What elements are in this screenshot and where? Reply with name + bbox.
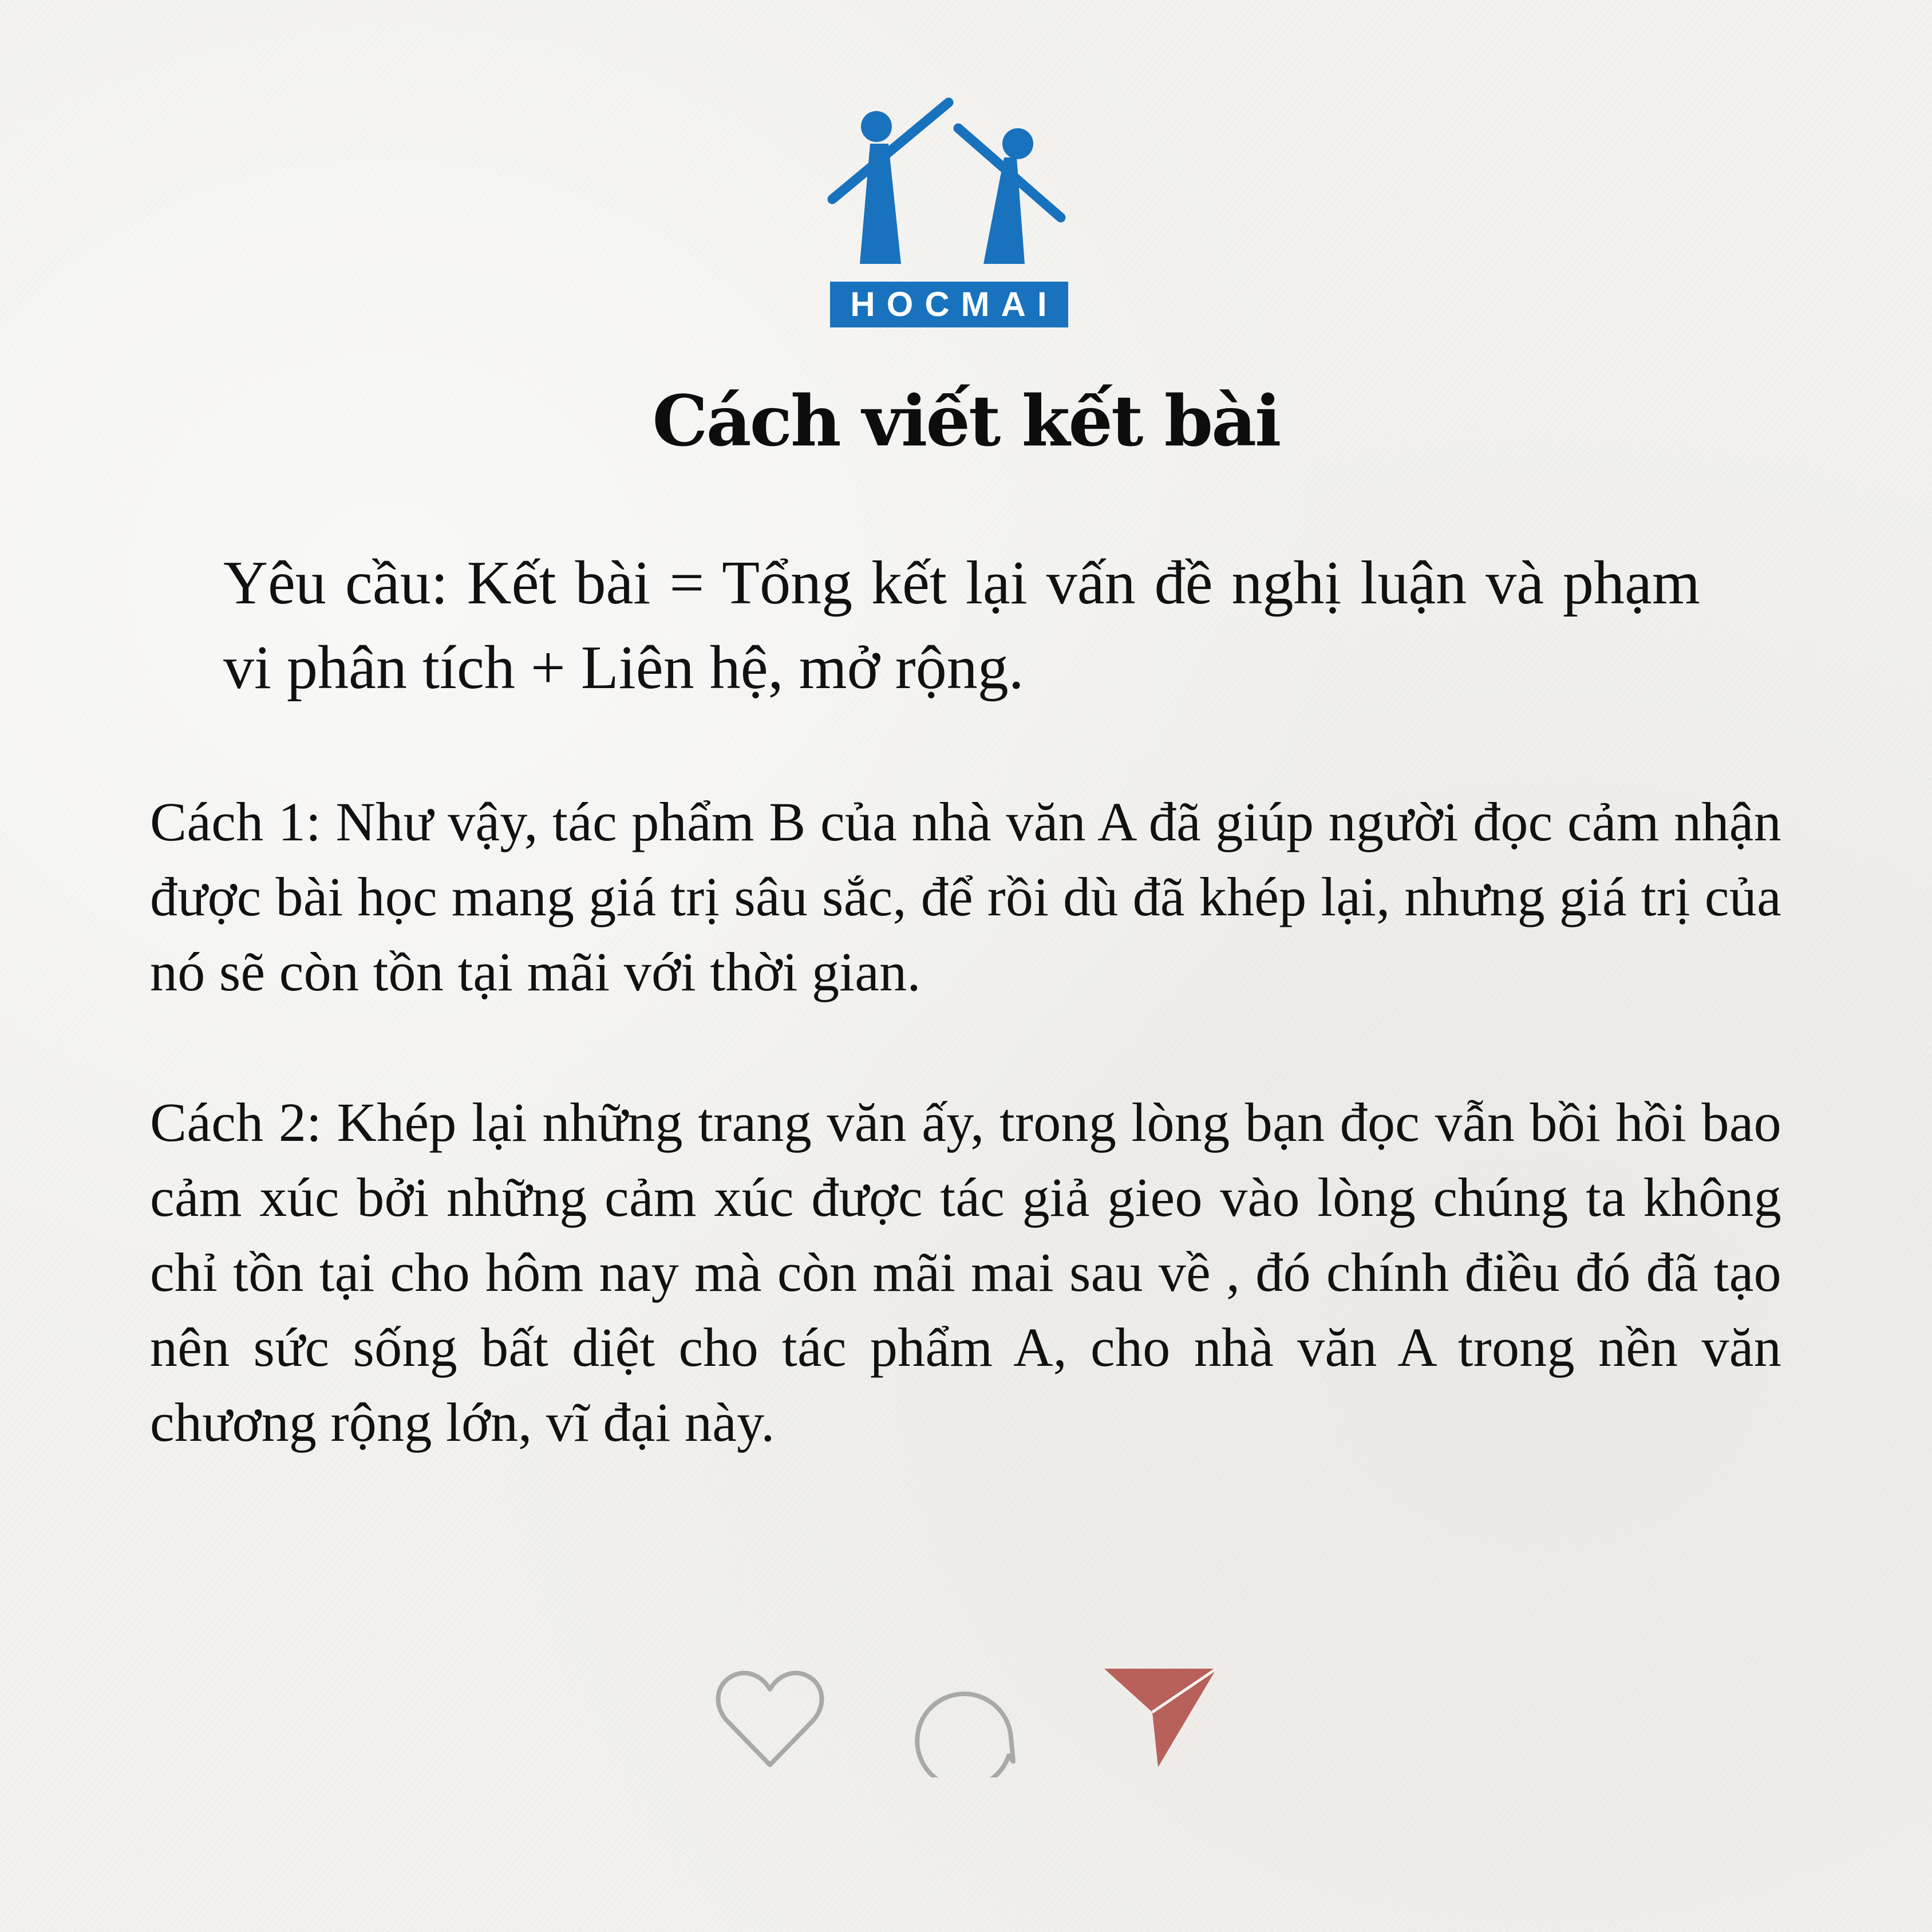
hocmai-logo: [824, 94, 1070, 332]
like-button[interactable]: [713, 1663, 827, 1777]
logo-wordmark: HOCMAI: [830, 282, 1068, 327]
share-button[interactable]: [1102, 1663, 1216, 1777]
logo-figures-icon: [824, 94, 1070, 266]
requirement-text: Yêu cầu: Kết bài = Tổng kết lại vấn đề nghị luận và phạm vi phân tích + Liên hệ, mở rộng.: [223, 549, 1700, 702]
paragraph-option-1: Cách 1: Như vậy, tác phẩm B của nhà văn A đã giúp người đọc cảm nhận được bài học mang giá trị sâu sắc, để rồi dù đã khép lại, nhưng giá trị của nó sẽ còn tồn tại mãi với thời gian.: [150, 791, 1781, 1002]
comment-icon: [910, 1663, 1025, 1777]
heart-icon: [713, 1663, 827, 1777]
action-bar: [0, 1663, 1932, 1777]
send-icon: [1102, 1663, 1216, 1777]
paragraph-option-2: Cách 2: Khép lại những trang văn ấy, trong lòng bạn đọc vẫn bồi hồi bao cảm xúc bởi những cảm xúc được tác giả gieo vào lòng chúng ta không chỉ tồn tại cho hôm nay mà còn mãi mai sau về , đó chính điều đó đã tạo nên sức sống bất diệt cho tác phẩm A, cho nhà văn A trong nền văn chương rộng lớn, vĩ đại này.: [150, 1092, 1781, 1453]
page-title: Cách viết kết bài: [652, 380, 1280, 462]
comment-button[interactable]: [910, 1663, 1025, 1777]
